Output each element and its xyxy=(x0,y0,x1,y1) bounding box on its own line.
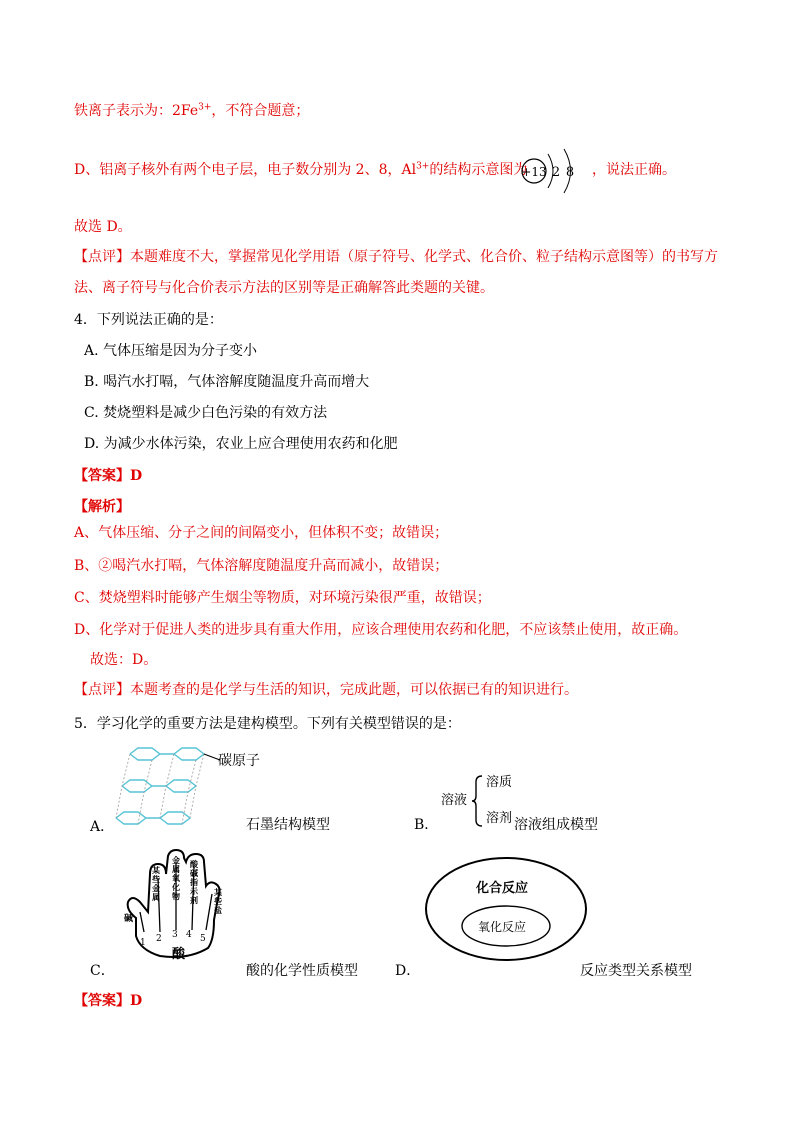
q4-analysis-c: C、焚烧塑料时能够产生烟尘等物质，对环境污染很严重，故错误； xyxy=(74,590,491,606)
q5-option-b-letter: B． xyxy=(414,817,439,833)
q5-answer: 【答案】D xyxy=(74,993,143,1009)
reaction-type-venn-figure xyxy=(424,856,588,962)
q4-option-b: B. 喝汽水打嗝，气体溶解度随温度升高而增大 xyxy=(84,374,370,390)
q4-analysis-title: 【解析】 xyxy=(74,499,130,515)
q4-option-d: D. 为减少水体污染，农业上应合理使用农药和化肥 xyxy=(84,436,398,452)
aluminum-ion-charge: 3+ xyxy=(416,161,430,172)
q4-analysis-b: B、②喝汽水打嗝，气体溶解度随温度升高而减小，故错误； xyxy=(74,558,449,574)
finger-number-5: 5 xyxy=(200,934,206,944)
q5-option-d-caption: 反应类型关系模型 xyxy=(580,963,692,979)
q5-stem: 5．学习化学的重要方法是建构模型。下列有关模型错误的是： xyxy=(74,716,461,732)
shell-2-electrons: 8 xyxy=(565,165,575,180)
choice-line: 故选 D。 xyxy=(74,219,132,235)
q5-option-a-caption: 石墨结构模型 xyxy=(246,817,330,833)
q4-stem: 4．下列说法正确的是： xyxy=(74,312,223,328)
finger-label-salt: 某些盐 xyxy=(214,887,222,915)
q5-option-a-letter: A． xyxy=(90,819,115,835)
iron-ion-charge: 3+ xyxy=(198,102,212,113)
solute-label: 溶质 xyxy=(486,775,513,790)
finger-number-1: 1 xyxy=(140,938,146,948)
q4-analysis-d: D、化学对于促进人类的进步具有重大作用，应该合理使用农药和化肥，不应该禁止使用，故正确。 xyxy=(74,622,688,638)
q5-option-c-caption: 酸的化学性质模型 xyxy=(246,963,358,979)
q4-option-c: C. 焚烧塑料是减少白色污染的有效方法 xyxy=(84,405,328,421)
q5-option-d-letter: D． xyxy=(395,963,421,979)
solvent-label: 溶剂 xyxy=(486,811,513,826)
aluminum-ion-structure-diagram xyxy=(514,146,590,196)
hand-acid-label: 酸 xyxy=(172,947,186,962)
finger-number-2: 2 xyxy=(156,934,162,944)
shell-1-electrons: 2 xyxy=(551,165,561,180)
q5-option-b-caption: 溶液组成模型 xyxy=(514,817,598,833)
iron-ion-suffix: ，不符合题意； xyxy=(211,103,310,119)
finger-label-metal: 某些金属 xyxy=(152,865,160,902)
q4-option-a: A. 气体压缩是因为分子变小 xyxy=(84,343,258,359)
option-d-mid: 的结构示意图为 xyxy=(429,162,528,178)
q4-choice: 故选：D。 xyxy=(90,652,158,668)
finger-number-4: 4 xyxy=(186,930,192,940)
oxidation-reaction-label: 氧化反应 xyxy=(478,920,527,934)
iron-ion-prefix: 铁离子表示为：2Fe xyxy=(74,103,199,119)
option-d-aluminum-line xyxy=(74,160,527,180)
finger-number-3: 3 xyxy=(172,930,178,940)
option-d-suffix: ，说法正确。 xyxy=(592,162,676,178)
graphite-carbon-atom-label: 碳原子 xyxy=(218,753,260,769)
solution-brace-icon xyxy=(470,774,486,828)
finger-label-base: 碱 xyxy=(124,914,134,924)
q5-option-c-letter: C． xyxy=(90,963,115,979)
graphite-interlayer-lines xyxy=(116,754,204,824)
q4-comment: 【点评】本题考查的是化学与生活的知识，完成此题，可以依据已有的知识进行。 xyxy=(74,682,578,698)
comment-line-1: 【点评】本题难度不大，掌握常见化学用语（原子符号、化学式、化合价、粒子结构示意图等）的书写方 xyxy=(74,249,718,265)
option-d-prefix: D、铝离子核外有两个电子层，电子数分别为 2、8，Al xyxy=(74,162,417,178)
q4-analysis-a: A、气体压缩、分子之间的间隔变小，但体积不变；故错误； xyxy=(74,525,449,541)
finger-label-indicator: 酸碱指示剂 xyxy=(190,859,198,905)
finger-label-metal-oxide: 金属氧化物 xyxy=(172,855,180,901)
iron-ion-line xyxy=(74,101,309,121)
nucleus-charge: +13 xyxy=(521,165,547,179)
comment-line-2: 法、离子符号与化合价表示方法的区别等是正确解答此类题的关键。 xyxy=(74,280,494,296)
combination-reaction-label: 化合反应 xyxy=(476,881,529,896)
q4-answer: 【答案】D xyxy=(74,468,143,484)
solution-label: 溶液 xyxy=(441,793,468,808)
